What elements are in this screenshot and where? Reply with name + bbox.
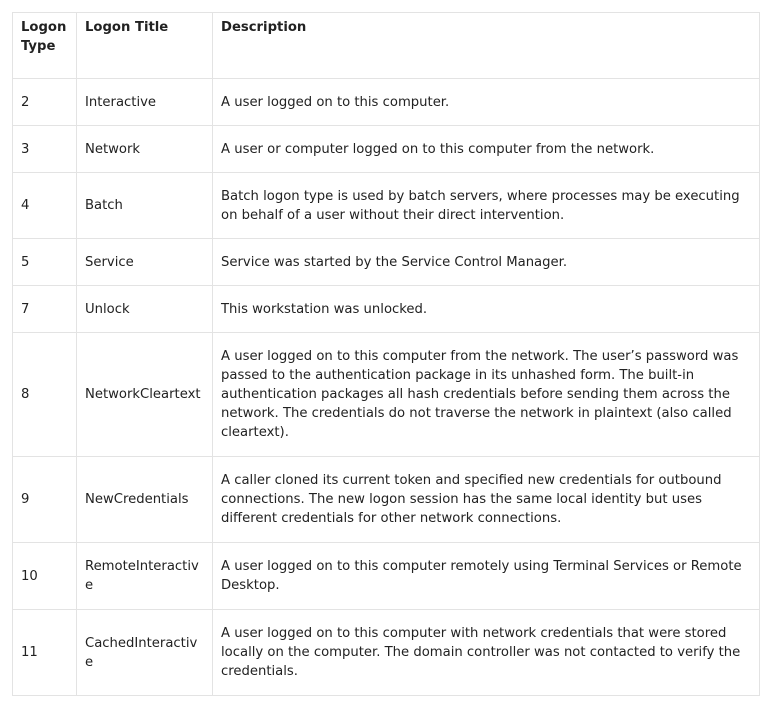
cell-logon-type: 5 — [13, 239, 77, 286]
cell-description: A user or computer logged on to this computer from the network. — [213, 126, 760, 173]
cell-logon-title: Interactive — [77, 79, 213, 126]
header-logon-title: Logon Title — [77, 13, 213, 79]
cell-logon-title: CachedInteractive — [77, 610, 213, 696]
cell-logon-title: Service — [77, 239, 213, 286]
cell-description: A user logged on to this computer. — [213, 79, 760, 126]
cell-description: A user logged on to this computer remotely using Terminal Services or Remote Desktop. — [213, 543, 760, 610]
cell-logon-title: NewCredentials — [77, 457, 213, 543]
cell-logon-title: Unlock — [77, 286, 213, 333]
table-row — [13, 543, 760, 610]
cell-description: A user logged on to this computer from the network. The user’s password was passed to the authentication package in its unhashed form. The built-in authentication packages all hash credentials before sending them across the network. The credentials do not traverse the network in plaintext (also called cleartext). — [213, 333, 760, 457]
cell-logon-type: 11 — [13, 610, 77, 696]
cell-logon-type: 3 — [13, 126, 77, 173]
table-row — [13, 333, 760, 457]
table-header-row — [13, 13, 760, 79]
cell-logon-title: Network — [77, 126, 213, 173]
logon-types-table — [12, 12, 760, 696]
table-row — [13, 610, 760, 696]
cell-logon-type: 8 — [13, 333, 77, 457]
cell-logon-type: 10 — [13, 543, 77, 610]
cell-logon-type: 2 — [13, 79, 77, 126]
table-row — [13, 239, 760, 286]
table-row — [13, 457, 760, 543]
cell-logon-type: 4 — [13, 173, 77, 239]
cell-description: A caller cloned its current token and specified new credentials for outbound connections. The new logon session has the same local identity but uses different credentials for other network connections. — [213, 457, 760, 543]
table-row — [13, 79, 760, 126]
cell-description: Service was started by the Service Control Manager. — [213, 239, 760, 286]
cell-logon-title: Batch — [77, 173, 213, 239]
cell-logon-type: 7 — [13, 286, 77, 333]
cell-description: A user logged on to this computer with network credentials that were stored locally on the computer. The domain controller was not contacted to verify the credentials. — [213, 610, 760, 696]
cell-logon-type: 9 — [13, 457, 77, 543]
table-row — [13, 126, 760, 173]
header-description: Description — [213, 13, 760, 79]
cell-logon-title: NetworkCleartext — [77, 333, 213, 457]
cell-logon-title: RemoteInteractive — [77, 543, 213, 610]
cell-description: Batch logon type is used by batch servers, where processes may be executing on behalf of a user without their direct intervention. — [213, 173, 760, 239]
header-logon-type: Logon Type — [13, 13, 77, 79]
table-row — [13, 286, 760, 333]
table-row — [13, 173, 760, 239]
cell-description: This workstation was unlocked. — [213, 286, 760, 333]
